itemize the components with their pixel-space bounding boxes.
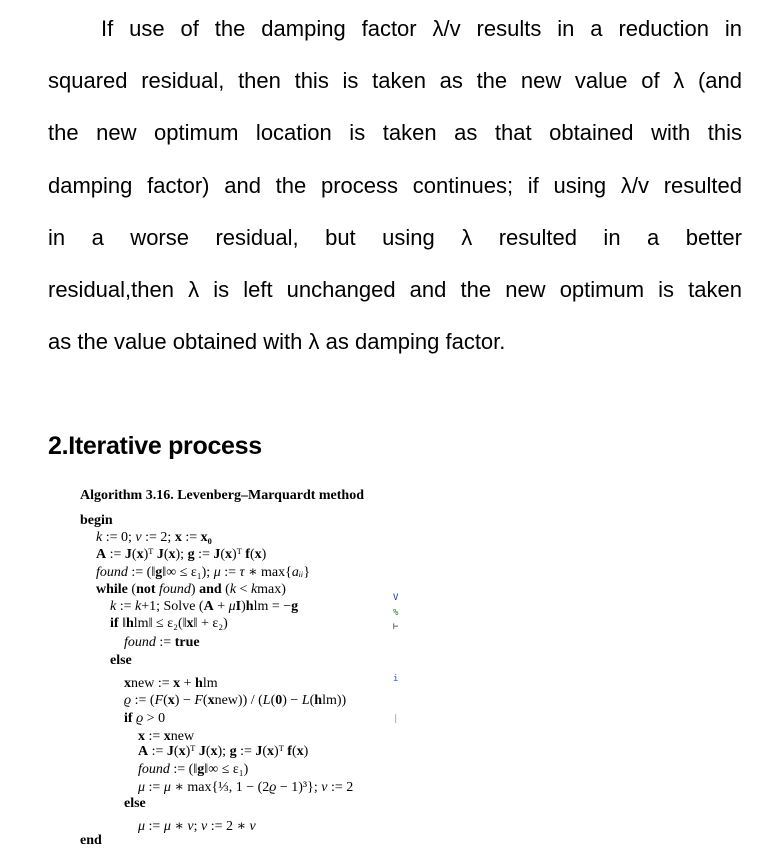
math-token: ν	[200, 819, 208, 834]
math-token: +1; Solve (	[141, 599, 204, 614]
math-token: h	[314, 693, 323, 708]
math-token: A	[138, 744, 149, 759]
math-token: := 2	[327, 780, 354, 795]
math-token: x	[225, 547, 233, 562]
math-token: true	[174, 635, 200, 650]
math-token: (	[163, 547, 169, 562]
math-token: ) −	[282, 693, 302, 708]
math-token: else	[110, 653, 132, 668]
math-token: max	[257, 582, 282, 597]
algorithm-line	[110, 599, 298, 615]
stray-fragment: ⊢	[393, 622, 399, 632]
math-token: +	[180, 676, 196, 691]
algorithm-line	[96, 547, 266, 563]
math-token: (	[127, 582, 137, 597]
paragraph-line: the new optimum location is taken as that obtained with this	[48, 120, 742, 145]
math-token: (	[249, 547, 255, 562]
math-token: k	[229, 582, 237, 597]
algorithm-line	[110, 616, 228, 632]
math-token: (	[220, 547, 226, 562]
algorithm-line	[96, 530, 212, 546]
math-token: )	[281, 582, 286, 597]
math-token: x	[296, 744, 304, 759]
algorithm-line	[124, 796, 146, 812]
algorithm-line	[124, 676, 218, 692]
math-token: found	[96, 565, 128, 580]
math-token: :=	[181, 530, 201, 545]
math-token: τ	[239, 565, 245, 580]
math-token: := 2 ∗	[207, 819, 250, 834]
math-token: :=	[116, 599, 136, 614]
math-token: μ	[138, 780, 146, 795]
math-token: :=	[220, 565, 240, 580]
math-token: else	[124, 796, 146, 811]
math-token: aᵢᵢ	[291, 565, 304, 580]
math-token: if	[124, 711, 133, 726]
paragraph-line: If use of the damping factor λ/v results in a reduction in	[101, 16, 742, 41]
math-token: and	[199, 582, 222, 597]
math-token: new :=	[131, 676, 174, 691]
math-token: )	[190, 582, 200, 597]
math-token: x	[207, 693, 215, 708]
math-token: (	[202, 693, 208, 708]
math-token: x	[186, 616, 194, 631]
math-token: )ᵀ	[185, 744, 199, 759]
math-token: g	[291, 599, 299, 614]
math-token: while	[96, 582, 128, 597]
math-token: (	[291, 744, 297, 759]
paragraph-line: residual,then λ is left unchanged and the new optimum is taken	[48, 277, 742, 302]
math-token: lm‖ ≤ ε₂(‖	[133, 616, 187, 631]
math-token: found	[138, 762, 170, 777]
math-token: J	[166, 744, 174, 759]
math-token: (	[163, 693, 168, 708]
math-token: new)) / (	[214, 693, 263, 708]
math-token: begin	[80, 513, 113, 528]
math-token: :=	[148, 744, 167, 759]
math-token: ν	[321, 780, 328, 795]
math-token: 0	[275, 693, 283, 708]
math-token: x	[267, 744, 275, 759]
algorithm-line	[110, 653, 132, 669]
algorithm-line	[124, 693, 346, 709]
math-token: ‖∞ ≤ ε₁)	[204, 762, 249, 777]
math-token: end	[80, 833, 102, 848]
math-token: ‖∞ ≤ ε₁);	[162, 565, 214, 580]
math-token: lm	[202, 676, 218, 691]
math-token: (	[309, 693, 315, 708]
math-token: x₀	[200, 530, 212, 545]
algorithm-line	[138, 779, 353, 796]
math-token: A	[96, 547, 107, 562]
math-token: h	[126, 616, 134, 631]
math-token: if	[110, 616, 119, 631]
math-token: lm))	[322, 693, 347, 708]
math-token: (	[270, 693, 276, 708]
math-token: :=	[106, 547, 125, 562]
math-token: x	[163, 729, 171, 744]
math-token: x	[173, 676, 181, 691]
math-token: <	[236, 582, 251, 597]
math-token: F	[194, 693, 203, 708]
math-token: ϱ	[124, 693, 132, 708]
stray-fragment: |	[393, 714, 399, 724]
math-token: x	[124, 676, 131, 691]
math-token: x	[167, 693, 175, 708]
math-token: +	[213, 599, 229, 614]
math-token: h	[245, 599, 254, 614]
math-token: (	[221, 582, 230, 597]
math-token: I	[235, 599, 242, 614]
math-token: (	[262, 744, 268, 759]
math-token: := (	[131, 693, 155, 708]
math-token: := (‖	[169, 762, 198, 777]
algorithm-title: Algorithm 3.16. Levenberg–Marquardt method	[80, 488, 364, 503]
math-token: x	[136, 547, 144, 562]
algorithm-line	[138, 744, 308, 760]
paragraph-line: as the value obtained with λ as damping factor.	[48, 329, 506, 354]
paragraph-line: damping factor) and the process continues; if using λ/v resulted	[48, 173, 742, 198]
math-token: k	[250, 582, 258, 597]
math-token: − 1)³};	[276, 780, 322, 795]
math-token: x	[210, 744, 218, 759]
math-token: )ᵀ	[232, 547, 246, 562]
math-token: :=	[145, 819, 164, 834]
math-token: lm = −	[253, 599, 292, 614]
math-token: J	[124, 547, 132, 562]
math-token: :=	[194, 547, 214, 562]
math-token: g	[197, 762, 205, 777]
math-token: μ	[228, 599, 236, 614]
math-token: ∗ max{	[244, 565, 292, 580]
math-token: ) −	[174, 693, 195, 708]
math-token: := 2;	[141, 530, 175, 545]
math-token: L	[262, 693, 271, 708]
math-token: }	[303, 565, 311, 580]
paragraph-line: in a worse residual, but using λ resulted in a better	[48, 225, 742, 250]
algorithm-line	[80, 513, 113, 529]
math-token: ν	[135, 530, 142, 545]
math-token: )	[241, 599, 246, 614]
math-token: J	[255, 744, 263, 759]
math-token: f	[287, 744, 292, 759]
math-token: g	[155, 565, 163, 580]
math-token: not	[136, 582, 156, 597]
math-token: :=	[145, 780, 164, 795]
math-token: := 0;	[102, 530, 136, 545]
math-token: ν	[187, 819, 194, 834]
algorithm-line	[138, 729, 194, 745]
math-token: x	[178, 744, 186, 759]
math-token: f	[245, 547, 250, 562]
math-token: k	[96, 530, 103, 545]
algorithm-line	[80, 833, 102, 849]
math-token: k	[110, 599, 117, 614]
math-token: (	[173, 744, 179, 759]
math-token: :=	[236, 744, 256, 759]
math-token: x	[138, 729, 145, 744]
math-token: (	[205, 744, 211, 759]
math-token: ∗ max{⅓, 1 − (2	[170, 780, 270, 795]
math-token: )ᵀ	[274, 744, 288, 759]
algorithm-line	[124, 635, 200, 651]
algorithm-line	[96, 582, 286, 598]
math-token: :=	[145, 729, 164, 744]
math-token: new	[170, 729, 195, 744]
algorithm-line	[96, 564, 310, 581]
math-token: x	[254, 547, 262, 562]
math-token: ϱ	[136, 711, 144, 726]
math-token: μ	[163, 819, 171, 834]
math-token: μ	[213, 565, 221, 580]
math-token: J	[213, 547, 221, 562]
math-token: k	[135, 599, 142, 614]
math-token: h	[195, 676, 203, 691]
math-token: ϱ	[269, 780, 277, 795]
math-token: ‖ + ε₂)	[193, 616, 228, 631]
math-token: g	[187, 547, 195, 562]
math-token: F	[154, 693, 164, 708]
math-token: J	[156, 547, 164, 562]
math-token: A	[203, 599, 214, 614]
paragraph-line: squared residual, then this is taken as the new value of λ (and	[48, 68, 742, 93]
math-token: x	[174, 530, 182, 545]
math-token: ∗	[170, 819, 188, 834]
math-token: found	[124, 635, 156, 650]
section-heading: 2.Iterative process	[48, 432, 262, 460]
math-token: > 0	[143, 711, 166, 726]
stray-fragment: V	[393, 593, 399, 603]
math-token: (	[131, 547, 137, 562]
math-token: L	[301, 693, 310, 708]
math-token: ;	[193, 819, 201, 834]
stray-fragment: %	[393, 608, 399, 618]
algorithm-line	[124, 711, 165, 727]
math-token: g	[229, 744, 237, 759]
math-token: :=	[155, 635, 175, 650]
algorithm-line	[138, 818, 256, 835]
math-token: )	[303, 744, 309, 759]
math-token: )	[261, 547, 267, 562]
algorithm-line	[138, 762, 248, 778]
math-token: );	[217, 744, 230, 759]
math-token: found	[159, 582, 191, 597]
math-token: );	[175, 547, 188, 562]
math-token: := (‖	[127, 565, 156, 580]
math-token: ν	[249, 819, 256, 834]
math-token: μ	[163, 780, 171, 795]
stray-fragment: i	[393, 674, 399, 684]
math-token: x	[168, 547, 176, 562]
math-token: J	[198, 744, 206, 759]
math-token: μ	[138, 819, 146, 834]
math-token: )ᵀ	[143, 547, 157, 562]
math-token: ‖	[118, 616, 126, 631]
